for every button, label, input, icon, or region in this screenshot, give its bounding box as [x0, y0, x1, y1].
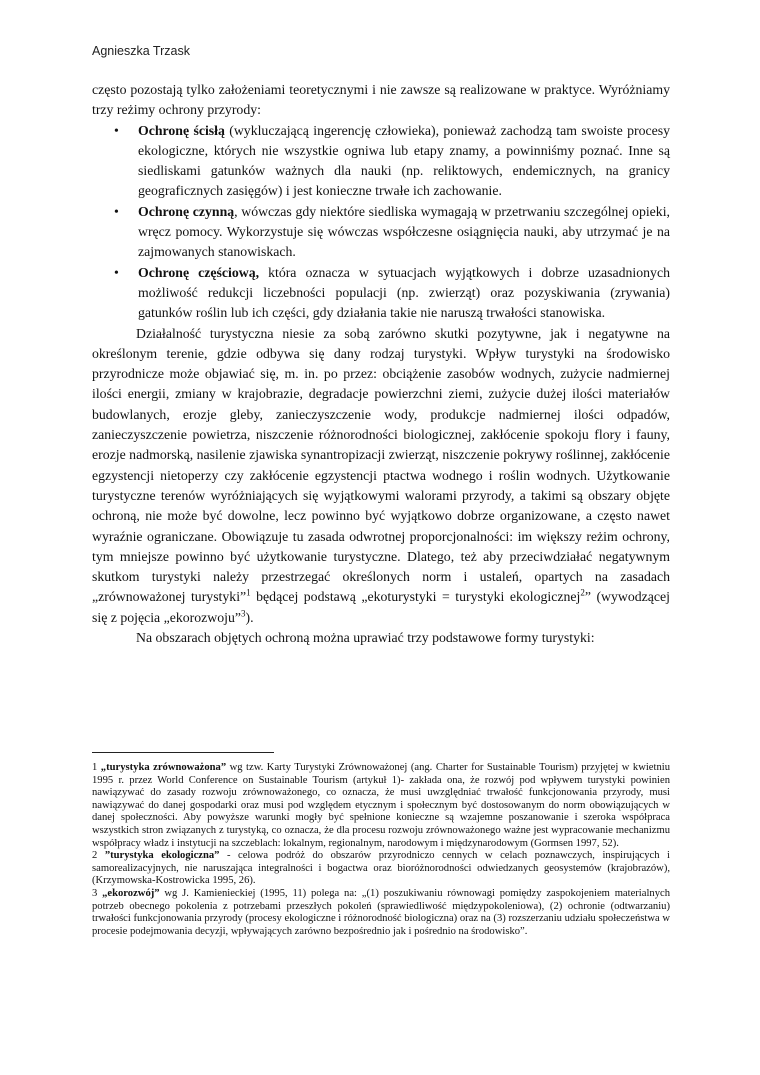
regime-description: która oznacza w sytuacjach wyjątkowych i dobrze uzasadnionych możliwość redukcji liczebności populacji (np. zwierząt) oraz pozyskiwania (zrywania) gatunków roślin lub ich części, gdy działania takie nie naruszą trwałości stanowiska. [138, 264, 670, 321]
footnote-ref-3: 3 [241, 608, 246, 619]
footnote-separator [92, 752, 274, 753]
protection-regimes-list [92, 121, 670, 324]
list-item-partial-protection [92, 263, 670, 324]
footnote-text: - celowa podróż do obszarów przyrodniczo cennych w celach poznawczych, inspirujących i samorealizacyjnych, nie naruszająca integralności i bogactwa oraz bioróżnorodności odwiedzanych geosystemów (krajobrazów), (Krzymowska-Kostrowicka 1995, 26). [92, 850, 670, 887]
regime-term: Ochronę ścisłą [138, 122, 225, 138]
footnote-text: wg J. Kamienieckiej (1995, 11) polega na: „(1) poszukiwaniu równowagi pomiędzy zaspokojeniem materialnych potrzeb obecnego pokolenia z potrzebami przeszłych pokoleń (sprawiedliwość międzypokoleniowa), (2) ochronie (odtwarzaniu) trwałości funkcjonowania przyrody (procesy ekologiczne i różnorodność biologiczna) oraz na (3) rozszerzaniu udziału społeczeństwa w procesie podejmowania decyzji, wpływających zarówno bezpośrednio jak i pośrednio na środowisko”. [92, 887, 670, 937]
footnote-number: 3 [92, 887, 103, 899]
main-paragraph-text: ). [245, 609, 254, 625]
footnote-number: 1 [92, 762, 101, 773]
bullet-icon: • [114, 122, 119, 138]
footnote-text: wg tzw. Karty Turystyki Zrównoważonej (ang. Charter for Sustainable Tourism) przyjętej w kwietniu 1995 r. przez World Conference on Sustainable Tourism (artykuł 1)- zakłada ona, że rozwój pod wpływem turystyki powinien nawiązywać do zasady rozwoju zrównoważonego, co oznacza, że musi uwzględniać trwałość funkcjonowania przyrody, musi nawiązywać do danej gospodarki oraz musi pod względem etycznym i społecznym być dostosowanym do norm obowiązujących w danej społeczności. Aby powyższe warunki mogły być spełnione konieczne są wzajemne poszanowanie i szeroka współpraca wszystkich stron związanych z turystyką, co oznacza, że dla procesu rozwoju zrównoważonego ważne jest wypracowanie mechanizmu współpracy władz i instytucji na szczeblach: lokalnym, regionalnym, narodowym i międzynarodowym (Gormsen 1997, 52). [92, 762, 670, 849]
footnote-1 [92, 762, 670, 850]
regime-term: Ochronę czynną [138, 203, 235, 219]
regime-description: , wówczas gdy niektóre siedliska wymagają w przetrwaniu szczególnej opieki, wręcz pomocy. Wykorzystuje się wówczas współczesne osiągnięcia nauki, aby utrzymać je na zajmowanych stanowiskach. [138, 203, 670, 260]
footnote-term: „ekorozwój” [102, 887, 160, 899]
footnote-number: 2 [92, 850, 105, 862]
list-item-active-protection [92, 202, 670, 263]
footnote-term: „turystyka zrównoważona” [100, 762, 227, 773]
list-item-strict-protection [92, 121, 670, 202]
main-paragraph-text: będącej podstawą „ekoturystyki = turystyki ekologicznej [250, 589, 581, 605]
bullet-icon: • [114, 203, 119, 219]
running-header-author: Agnieszka Trzask [92, 44, 190, 58]
footnote-ref-1: 1 [246, 587, 251, 598]
regime-description: (wykluczającą ingerencję człowieka), ponieważ zachodzą tam swoiste procesy ekologiczne, których nie wszystkie ogniwa lub etapy znamy, a powinniśmy poznać. Inne są siedliskami gatunków ważnych dla nauki (np. reliktowych, endemicznych, na granicy geograficznych zasięgów) i jest konieczne trwałe ich zachowanie. [138, 122, 670, 199]
closing-paragraph: Na obszarach objętych ochroną można uprawiać trzy podstawowe formy turystyki: [136, 630, 595, 646]
main-paragraph-text: ” (wywodzącej się z pojęcia „ekorozwoju” [92, 589, 670, 625]
footnote-ref-2: 2 [580, 587, 585, 598]
bullet-icon: • [114, 264, 119, 280]
footnote-term: ”turystyka ekologiczna” [104, 850, 220, 862]
footnote-2 [92, 850, 670, 888]
regime-term: Ochronę częściową, [138, 264, 260, 280]
footnote-3 [92, 888, 670, 938]
main-text [92, 80, 670, 648]
main-paragraph-text: Działalność turystyczna niesie za sobą zarówno skutki pozytywne, jak i negatywne na określonym terenie, gdzie odbywa się dany rodzaj turystyki. Wpływ turystyki na środowisko przyrodnicze może objawiać się, m. in. po przez: obciążenie zasobów wodnych, zużycie nadmiernej ilości energii, zmiany w krajobrazie, degradacje powierzchni ziemi, zużycie dużej ilości materiałów budowlanych, erozje gleby, zanieczyszczenie wody, produkcje nadmiernej ilości odpadów, zanieczyszczenie powietrza, niszczenie różnorodności biologicznej, zakłócenie spokoju flory i fauny, erozje nadmorską, nasilenie zjawiska synantropizacji zwierząt, niszczenie pokrywy roślinnej, zakłócenie egzystencji nietoperzy czy zakłócenie egzystencji ptactwa wodnego i roślin wodnych. Użytkowanie turystyczne terenów wyróżniających się wyjątkowymi walorami przyrody, a takimi są obszary objęte ochroną, nie może być dowolne, lecz powinno być wyjątkowo dobrze organizowane, a często nawet wyraźnie ograniczane. Obowiązuje tu zasada odwrotnej proporcjonalności: im większy reżim ochrony, tym mniejsze powinno być użytkowanie turystyczne. Dlatego, też aby przeciwdziałać negatywnym skutkom turystyki należy przestrzegać określonych norm i ustaleń, opartych na zasadach „zrównoważonej turystyki” [92, 325, 670, 605]
footnotes [92, 762, 670, 938]
intro-paragraph: często pozostają tylko założeniami teoretycznymi i nie zawsze są realizowane w praktyce. Wyróżniamy trzy reżimy ochrony przyrody: [92, 82, 670, 118]
main-paragraph [92, 324, 670, 628]
